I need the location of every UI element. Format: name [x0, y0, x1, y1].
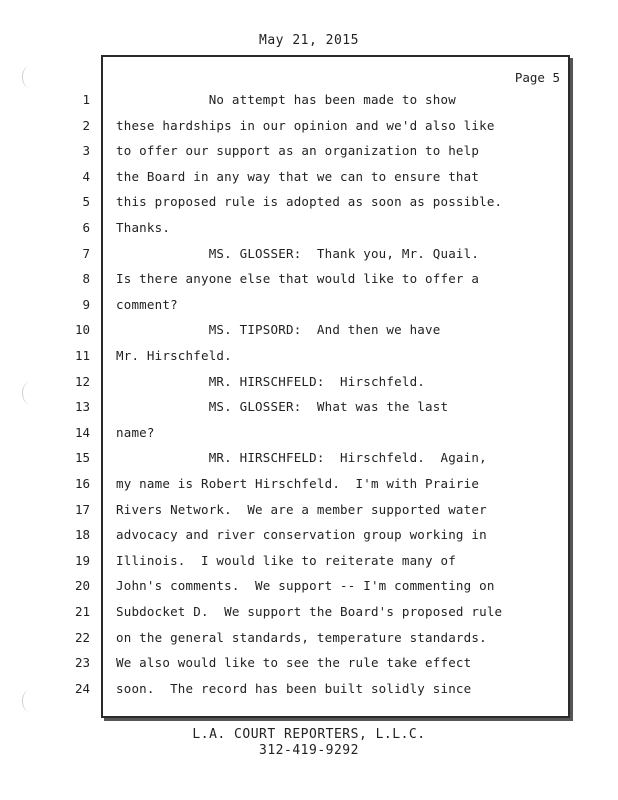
- line-number: 14: [74, 425, 90, 440]
- line-text: on the general standards, temperature standards.: [116, 630, 487, 645]
- line-number: 2: [82, 118, 90, 133]
- line-number: 19: [74, 553, 90, 568]
- line-number: 20: [74, 578, 90, 593]
- page-number: Page 5: [514, 70, 560, 85]
- line-number: 15: [74, 450, 90, 465]
- line-text: MS. GLOSSER: What was the last: [116, 399, 449, 414]
- line-number: 12: [74, 374, 90, 389]
- punch-hole-middle: [22, 382, 37, 404]
- line-text: Illinois. I would like to reiterate many of: [116, 553, 456, 568]
- line-text: soon. The record has been built solidly since: [116, 681, 472, 696]
- line-number: 21: [74, 604, 90, 619]
- line-text: this proposed rule is adopted as soon as possible.: [116, 194, 503, 209]
- line-text: MS. TIPSORD: And then we have: [116, 322, 441, 337]
- line-number: 16: [74, 476, 90, 491]
- line-text: Rivers Network. We are a member supported water: [116, 502, 487, 517]
- punch-hole-bottom: [22, 690, 37, 712]
- line-text: Subdocket D. We support the Board's proposed rule: [116, 604, 503, 619]
- line-number: 1: [82, 92, 90, 107]
- line-number: 4: [82, 169, 90, 184]
- line-number: 11: [74, 348, 90, 363]
- line-number: 9: [82, 297, 90, 312]
- line-number: 10: [74, 322, 90, 337]
- line-number: 18: [74, 527, 90, 542]
- line-text: to offer our support as an organization to help: [116, 143, 480, 158]
- line-text: No attempt has been made to show: [116, 92, 456, 107]
- line-number: 6: [82, 220, 90, 235]
- line-number: 7: [82, 246, 90, 261]
- line-text: name?: [116, 425, 155, 440]
- line-number: 5: [82, 194, 90, 209]
- line-text: MS. GLOSSER: Thank you, Mr. Quail.: [116, 246, 480, 261]
- line-text: John's comments. We support -- I'm commenting on: [116, 578, 495, 593]
- line-text: MR. HIRSCHFELD: Hirschfeld. Again,: [116, 450, 487, 465]
- line-text: Mr. Hirschfeld.: [116, 348, 232, 363]
- line-number: 24: [74, 681, 90, 696]
- line-number: 3: [82, 143, 90, 158]
- line-text: my name is Robert Hirschfeld. I'm with Prairie: [116, 476, 480, 491]
- line-text: advocacy and river conservation group working in: [116, 527, 487, 542]
- line-text: the Board in any way that we can to ensure that: [116, 169, 480, 184]
- line-number: 17: [74, 502, 90, 517]
- footer-company: L.A. COURT REPORTERS, L.L.C.: [192, 727, 426, 742]
- line-text: We also would like to see the rule take effect: [116, 655, 472, 670]
- line-number: 22: [74, 630, 90, 645]
- footer-phone: 312-419-9292: [259, 743, 359, 758]
- line-text: Is there anyone else that would like to offer a: [116, 271, 480, 286]
- line-text: Thanks.: [116, 220, 171, 235]
- line-number: 8: [82, 271, 90, 286]
- punch-hole-top: [22, 66, 37, 88]
- header-date: May 21, 2015: [259, 33, 359, 48]
- line-number: 13: [74, 399, 90, 414]
- line-text: these hardships in our opinion and we'd also like: [116, 118, 495, 133]
- line-text: MR. HIRSCHFELD: Hirschfeld.: [116, 374, 426, 389]
- line-number: 23: [74, 655, 90, 670]
- line-text: comment?: [116, 297, 178, 312]
